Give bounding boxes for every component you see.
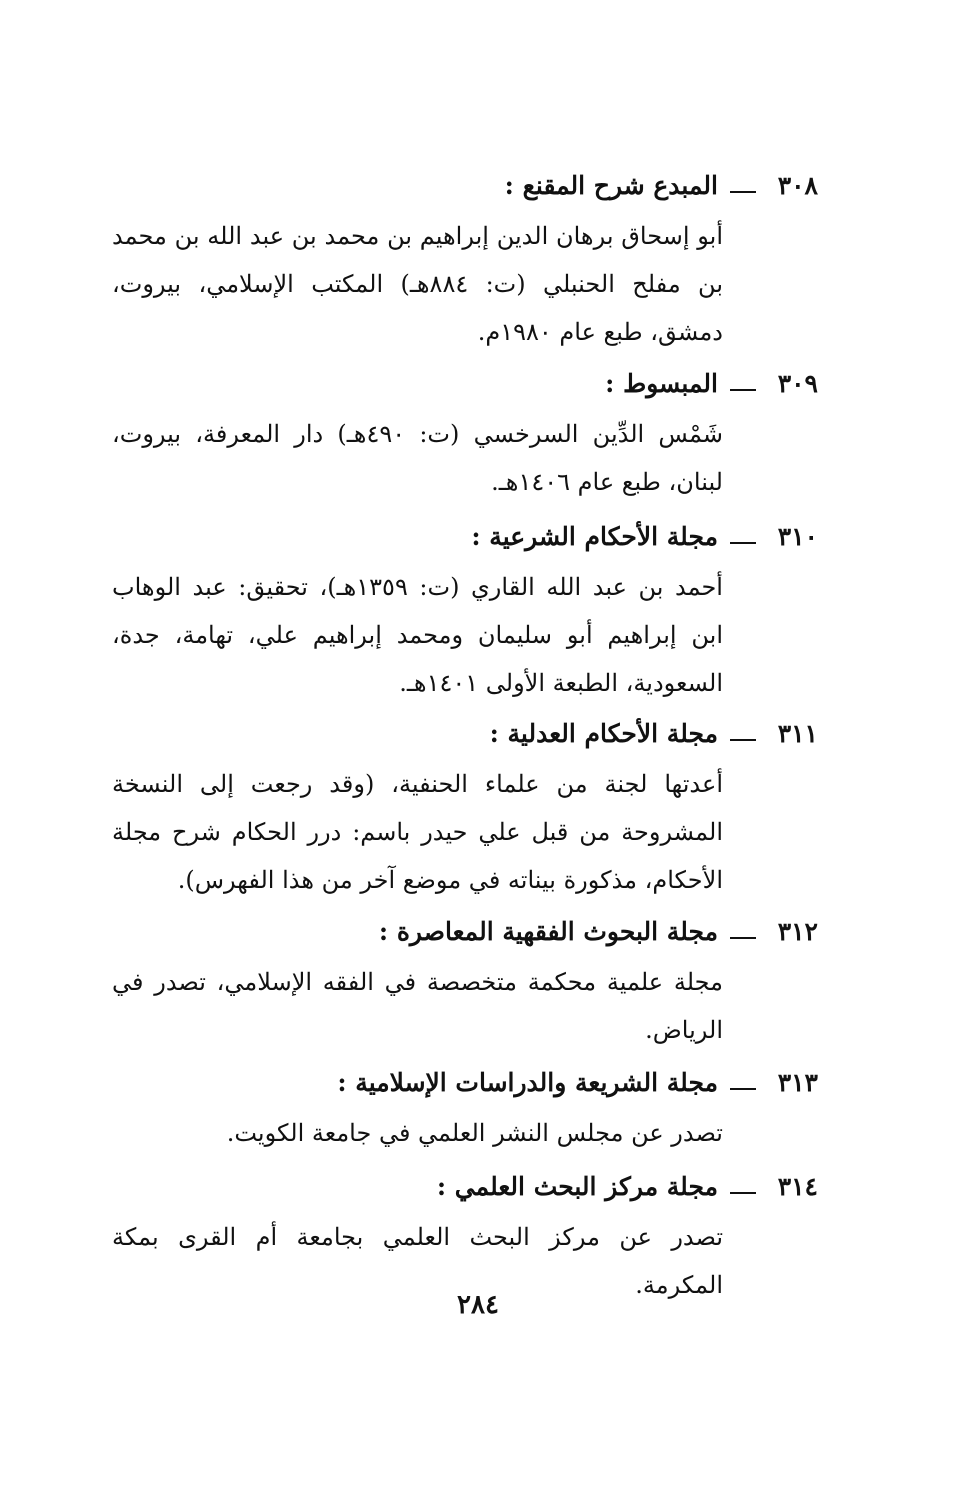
entry-dash	[730, 739, 756, 741]
entry-dash	[730, 1088, 756, 1090]
entry-description: شَمْس الدِّين السرخسي (ت: ٤٩٠هـ) دار المعرفة، بيروت، لبنان، طبع عام ١٤٠٦هـ.	[112, 420, 723, 496]
entry-dash	[730, 191, 756, 193]
entry-number: ٣١٢	[777, 917, 818, 946]
bibliography-entry-311	[0, 708, 956, 904]
entry-number: ٣٠٩	[777, 369, 818, 398]
entry-number: ٣١٤	[777, 1172, 818, 1201]
bibliography-entry-312	[0, 906, 956, 1054]
entry-heading	[0, 358, 956, 410]
entry-number: ٣١٠	[777, 522, 818, 551]
bibliography-entry-314	[0, 1161, 956, 1309]
bibliography-entry-310	[0, 511, 956, 707]
entry-title: مجلة مركز البحث العلمي :	[436, 1172, 718, 1201]
bibliography-entry-308	[0, 160, 956, 356]
entry-description: تصدر عن مجلس النشر العلمي في جامعة الكويت.	[226, 1119, 723, 1147]
entry-number: ٣١١	[777, 719, 818, 748]
entry-title: مجلة البحوث الفقهية المعاصرة :	[378, 917, 718, 946]
entry-heading	[0, 708, 956, 760]
entry-description: تصدر عن مركز البحث العلمي بجامعة أم القرى بمكة المكرمة.	[112, 1223, 723, 1299]
entry-heading	[0, 511, 956, 563]
entry-dash	[730, 1192, 756, 1194]
entry-description: أحمد بن عبد الله القاري (ت: ١٣٥٩هـ)، تحقيق: عبد الوهاب ابن إبراهيم أبو سليمان ومحمد إبراهيم علي، تهامة، جدة، السعودية، الطبعة الأولى ١٤٠١هـ.	[112, 573, 723, 697]
entry-dash	[730, 389, 756, 391]
page-number: ٢٨٤	[457, 1290, 499, 1320]
entry-number: ٣٠٨	[777, 171, 818, 200]
entry-title: مجلة الشريعة والدراسات الإسلامية :	[337, 1068, 718, 1097]
bibliography-entry-309	[0, 358, 956, 506]
entry-heading	[0, 1161, 956, 1213]
entry-heading	[0, 160, 956, 212]
entry-number: ٣١٣	[777, 1068, 818, 1097]
entry-description: مجلة علمية محكمة متخصصة في الفقه الإسلامي، تصدر في الرياض.	[112, 968, 723, 1044]
bibliography-entry-313	[0, 1057, 956, 1157]
entry-title: المبدع شرح المقنع :	[504, 171, 718, 200]
entry-dash	[730, 937, 756, 939]
entry-title: المبسوط :	[605, 369, 718, 398]
entry-dash	[730, 542, 756, 544]
entry-description: أبو إسحاق برهان الدين إبراهيم بن محمد بن عبد الله بن محمد بن مفلح الحنبلي (ت: ٨٨٤هـ) المكتب الإسلامي، بيروت، دمشق، طبع عام ١٩٨٠م.	[112, 222, 723, 346]
entry-description: أعدتها لجنة من علماء الحنفية، (وقد رجعت إلى النسخة المشروحة من قبل علي حيدر باسم: درر الحكام شرح مجلة الأحكام، مذكورة بيناته في موضع آخر من هذا الفهرس).	[112, 770, 723, 894]
entry-title: مجلة الأحكام الشرعية :	[471, 522, 718, 551]
entry-heading	[0, 1057, 956, 1109]
entry-heading	[0, 906, 956, 958]
entry-title: مجلة الأحكام العدلية :	[489, 719, 718, 748]
